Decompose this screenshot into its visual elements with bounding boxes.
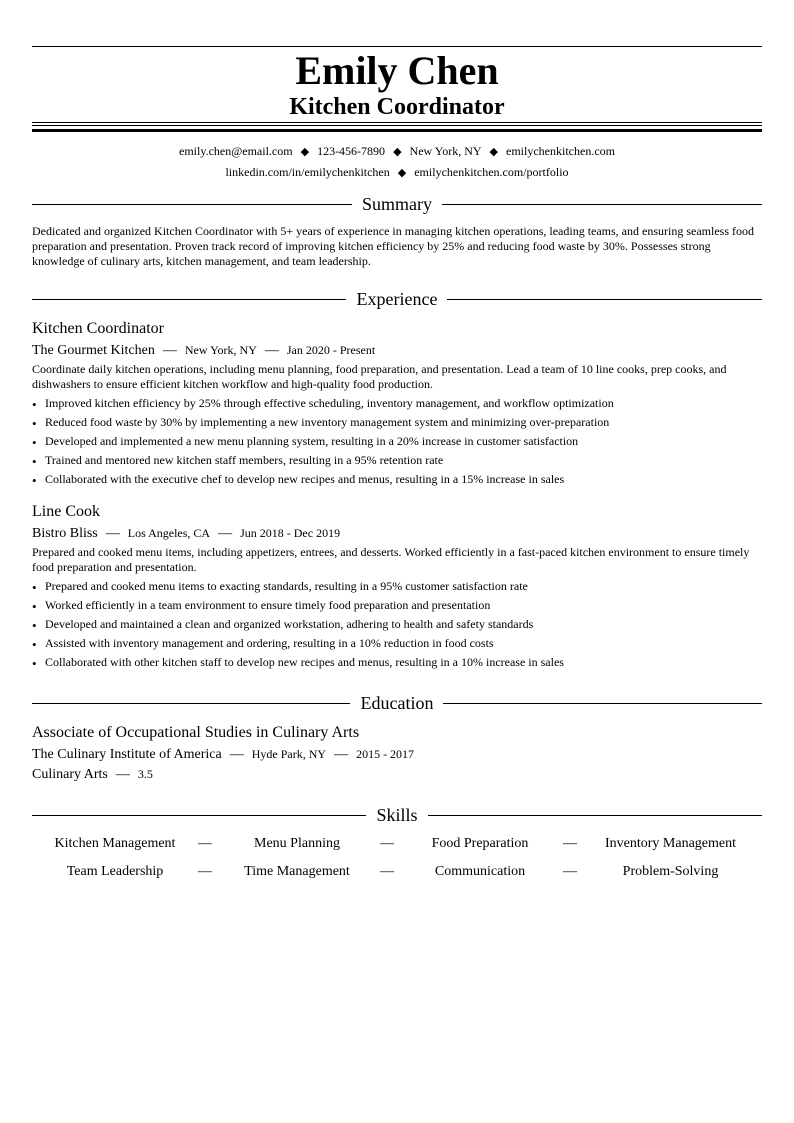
school-meta (32, 745, 414, 764)
diamond-separator-icon: ◆ (393, 146, 402, 158)
dash-separator: — (563, 836, 577, 851)
list-item: • Collaborated with the executive chef to develop new recipes and menus, resulting in a 15% increase in sales (32, 470, 762, 489)
skill-item: Communication (434, 864, 526, 879)
list-item: • Worked efficiently in a team environment to ensure timely food preparation and presentation (32, 596, 762, 615)
experience-heading (32, 288, 762, 310)
section-title: Summary (352, 194, 442, 214)
job-title: Kitchen Coordinator (32, 320, 164, 337)
dash-separator: — (334, 747, 349, 762)
job-achievements (32, 577, 762, 672)
job-description: Prepared and cooked menu items, including appetizers, entrees, and desserts. Worked efficiently in a fast-paced kitchen environment to ensure timely food preparation and presentation. (32, 545, 750, 574)
contact-line-2 (32, 164, 762, 181)
diamond-separator-icon: ◆ (300, 146, 310, 158)
header-rule (32, 125, 762, 126)
skill-item: Food Preparation (431, 836, 529, 851)
list-item: • Trained and mentored new kitchen staff members, resulting in a 95% retention rate (32, 451, 762, 470)
skills-row (32, 834, 762, 862)
dash-separator: — (198, 864, 212, 879)
school-dates: 2015 - 2017 (356, 747, 415, 761)
section-title: Experience (347, 289, 448, 309)
job-meta (32, 524, 340, 543)
summary-text: Dedicated and organized Kitchen Coordinator with 5+ years of experience in managing kitchen operations, leading teams, and ensuring seamless food preparation and presentation. Proven track record of improving kitchen efficiency by 25% and reducing food waste by 30%. Possesses strong knowledge of culinary arts, kitchen management, and team leadership. (32, 224, 754, 268)
major-meta (32, 765, 153, 784)
dash-separator: — (380, 864, 394, 879)
job-achievements (32, 394, 762, 489)
location: New York, NY (409, 144, 482, 158)
diamond-separator-icon: ◆ (489, 146, 499, 158)
company-name: The Gourmet Kitchen (32, 343, 155, 358)
job-dates: Jan 2020 - Present (286, 343, 376, 357)
dash-separator: — (218, 526, 233, 541)
list-item: • Reduced food waste by 30% by implementing a new inventory management system and minimizing over-preparation (32, 413, 762, 432)
major: Culinary Arts (32, 767, 108, 782)
dash-separator: — (105, 526, 120, 541)
linkedin-link[interactable]: linkedin.com/in/emilychenkitchen (225, 165, 390, 179)
dash-separator: — (198, 836, 212, 851)
dash-separator: — (162, 343, 177, 358)
list-item: • Prepared and cooked menu items to exacting standards, resulting in a 95% customer satisfaction rate (32, 577, 762, 596)
diamond-separator-icon: ◆ (397, 167, 407, 179)
list-item: • Collaborated with other kitchen staff to develop new recipes and menus, resulting in a 10% increase in sales (32, 653, 762, 672)
job-title: Line Cook (32, 503, 100, 520)
company-name: Bistro Bliss (32, 526, 98, 541)
dash-separator: — (380, 836, 394, 851)
header-thick-rule (32, 129, 762, 132)
job-meta (32, 341, 375, 360)
dash-separator: — (563, 864, 577, 879)
contact-line-1 (32, 143, 762, 160)
email-link[interactable]: emily.chen@email.com (179, 144, 293, 158)
list-item: • Developed and maintained a clean and organized workstation, adhering to health and safety standards (32, 615, 762, 634)
skills-grid (32, 834, 762, 890)
dash-separator: — (115, 767, 130, 782)
summary-heading (32, 193, 762, 215)
section-title: Skills (366, 805, 427, 825)
skills-heading (32, 804, 762, 826)
job-dates: Jun 2018 - Dec 2019 (240, 526, 341, 540)
skill-item: Menu Planning (254, 836, 340, 851)
skill-item: Problem-Solving (622, 864, 719, 879)
portfolio-link[interactable]: emilychenkitchen.com/portfolio (414, 165, 569, 179)
candidate-name: Emily Chen (295, 48, 499, 93)
list-item: • Developed and implemented a new menu planning system, resulting in a 20% increase in customer satisfaction (32, 432, 762, 451)
header-rule (32, 122, 762, 123)
section-title: Education (351, 693, 444, 713)
phone-number[interactable]: 123-456-7890 (317, 144, 386, 158)
job-description: Coordinate daily kitchen operations, including menu planning, food preparation, and presentation. Lead a team of 10 line cooks, prep cooks, and dishwashers to ensure efficient kitchen workflow and high-quality food production. (32, 362, 727, 391)
education-heading (32, 692, 762, 714)
list-item: • Improved kitchen efficiency by 25% through effective scheduling, inventory management, and workflow optimization (32, 394, 762, 413)
skills-row (32, 862, 762, 890)
candidate-title: Kitchen Coordinator (289, 94, 505, 120)
skill-item: Inventory Management (604, 836, 736, 851)
school-location: Hyde Park, NY (251, 747, 327, 761)
list-item: • Assisted with inventory management and ordering, resulting in a 10% reduction in food costs (32, 634, 762, 653)
skill-item: Team Leadership (66, 864, 164, 879)
school-name: The Culinary Institute of America (32, 747, 222, 762)
website-link[interactable]: emilychenkitchen.com (506, 144, 615, 158)
job-location: Los Angeles, CA (127, 526, 211, 540)
skill-item: Time Management (244, 864, 350, 879)
dash-separator: — (264, 343, 279, 358)
gpa: 3.5 (137, 767, 153, 781)
dash-separator: — (229, 747, 244, 762)
degree-title: Associate of Occupational Studies in Culinary Arts (32, 724, 360, 741)
skill-item: Kitchen Management (54, 836, 176, 851)
job-location: New York, NY (184, 343, 257, 357)
